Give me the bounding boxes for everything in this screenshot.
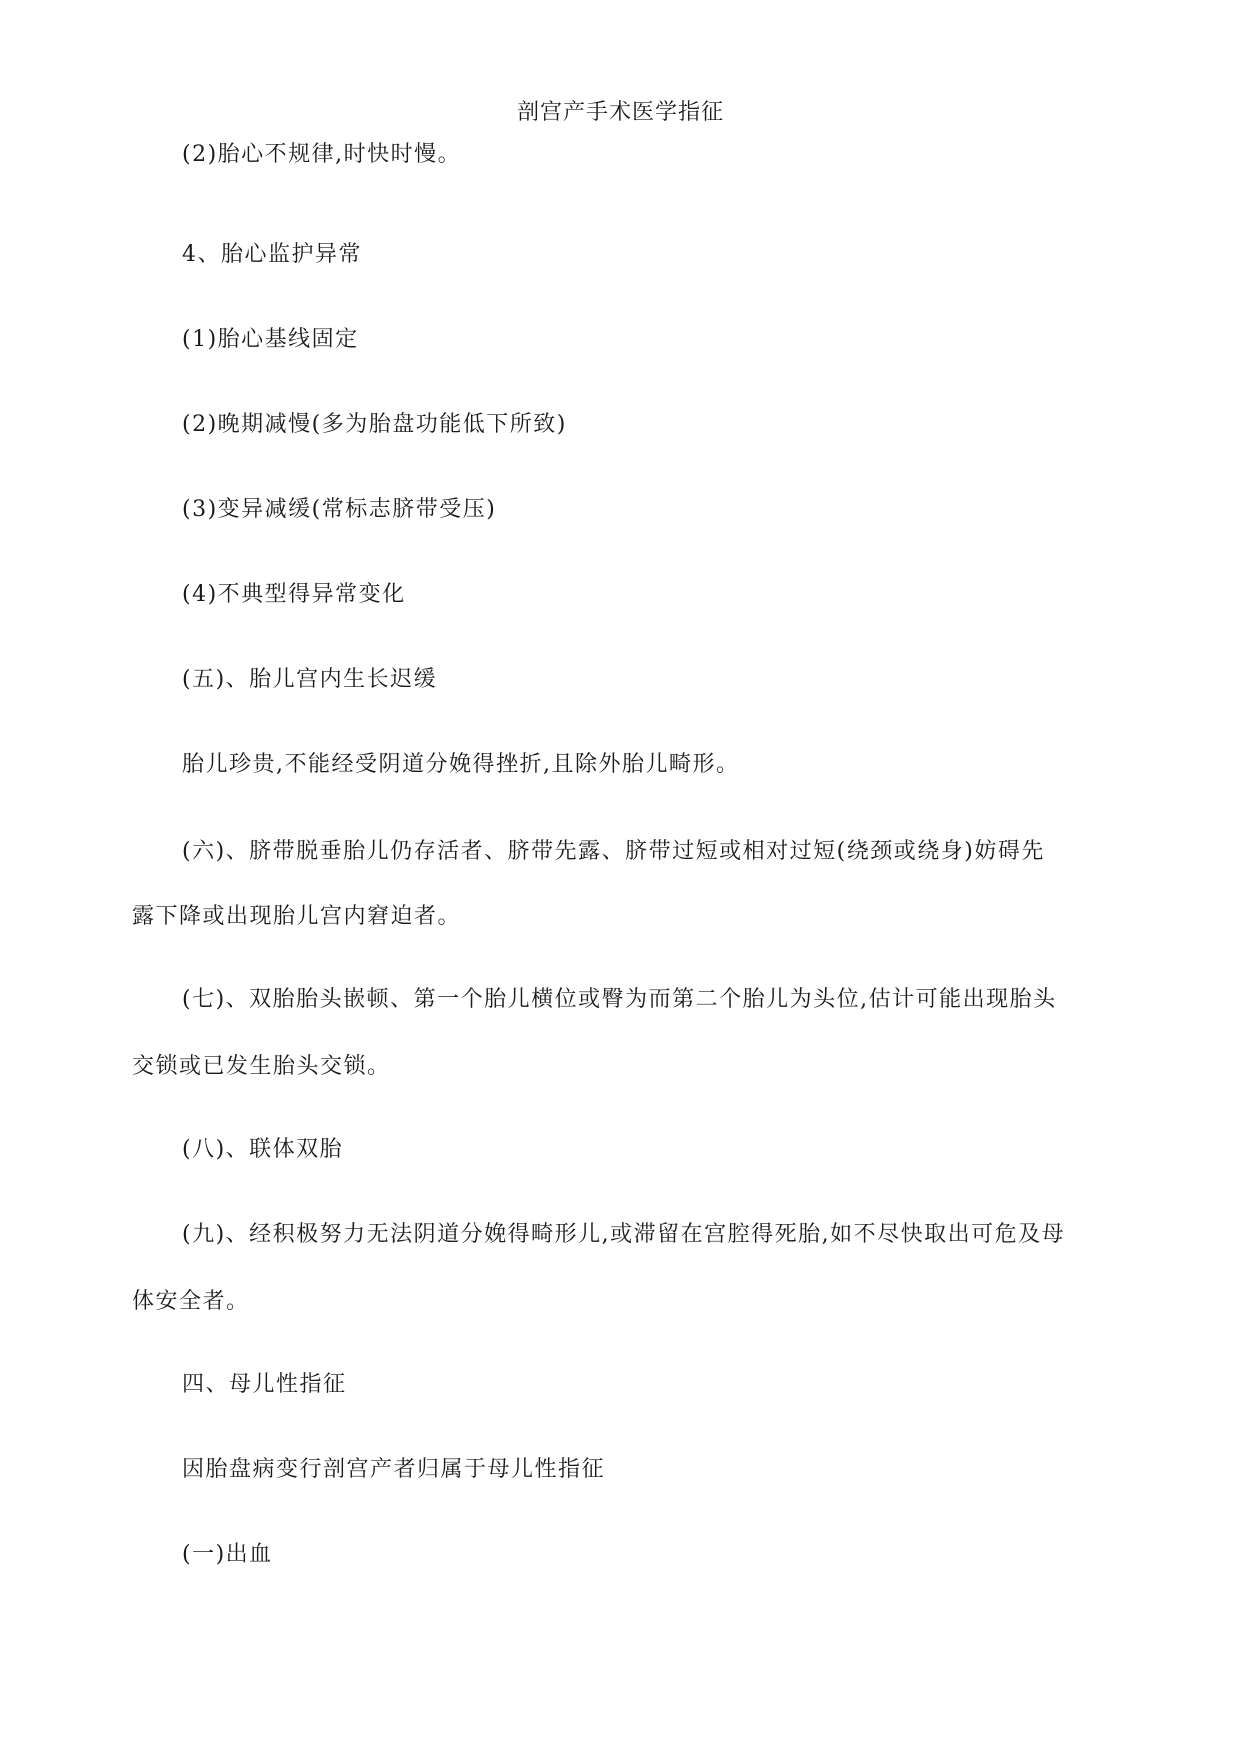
paragraph-fetal-heart-irregular: (2)胎心不规律,时快时慢。 (182, 142, 462, 167)
list-item-late-deceleration: (2)晚期减慢(多为胎盘功能低下所致) (182, 412, 567, 437)
list-item-atypical-change: (4)不典型得异常变化 (182, 582, 406, 607)
paragraph-cord-prolapse-line1: (六)、脐带脱垂胎儿仍存活者、脐带先露、脐带过短或相对过短(绕颈或绕身)妨碍先 (182, 839, 1045, 864)
paragraph-placental-lesion: 因胎盘病变行剖宫产者归属于母儿性指征 (182, 1457, 606, 1482)
heading-bleeding: (一)出血 (182, 1542, 273, 1567)
paragraph-malformed-dead-fetus-line2: 体安全者。 (132, 1289, 250, 1314)
heading-conjoined-twins: (八)、联体双胎 (182, 1137, 344, 1162)
heading-fetal-monitoring-abnormal: 4、胎心监护异常 (182, 242, 362, 267)
paragraph-twin-locking-line1: (七)、双胎胎头嵌顿、第一个胎儿横位或臀为而第二个胎儿为头位,估计可能出现胎头 (182, 987, 1057, 1012)
paragraph-cord-prolapse-line2: 露下降或出现胎儿宫内窘迫者。 (132, 904, 462, 929)
page-header-title: 剖宫产手术医学指征 (516, 100, 724, 125)
heading-growth-restriction: (五)、胎儿宫内生长迟缓 (182, 667, 438, 692)
paragraph-twin-locking-line2: 交锁或已发生胎头交锁。 (132, 1054, 391, 1079)
heading-maternal-fetal-indications: 四、母儿性指征 (182, 1372, 347, 1397)
paragraph-precious-fetus: 胎儿珍贵,不能经受阴道分娩得挫折,且除外胎儿畸形。 (182, 752, 740, 777)
list-item-baseline-fixed: (1)胎心基线固定 (182, 327, 359, 352)
paragraph-malformed-dead-fetus-line1: (九)、经积极努力无法阴道分娩得畸形儿,或滞留在宫腔得死胎,如不尽快取出可危及母 (182, 1222, 1066, 1247)
list-item-variable-deceleration: (3)变异减缓(常标志脐带受压) (182, 497, 497, 522)
